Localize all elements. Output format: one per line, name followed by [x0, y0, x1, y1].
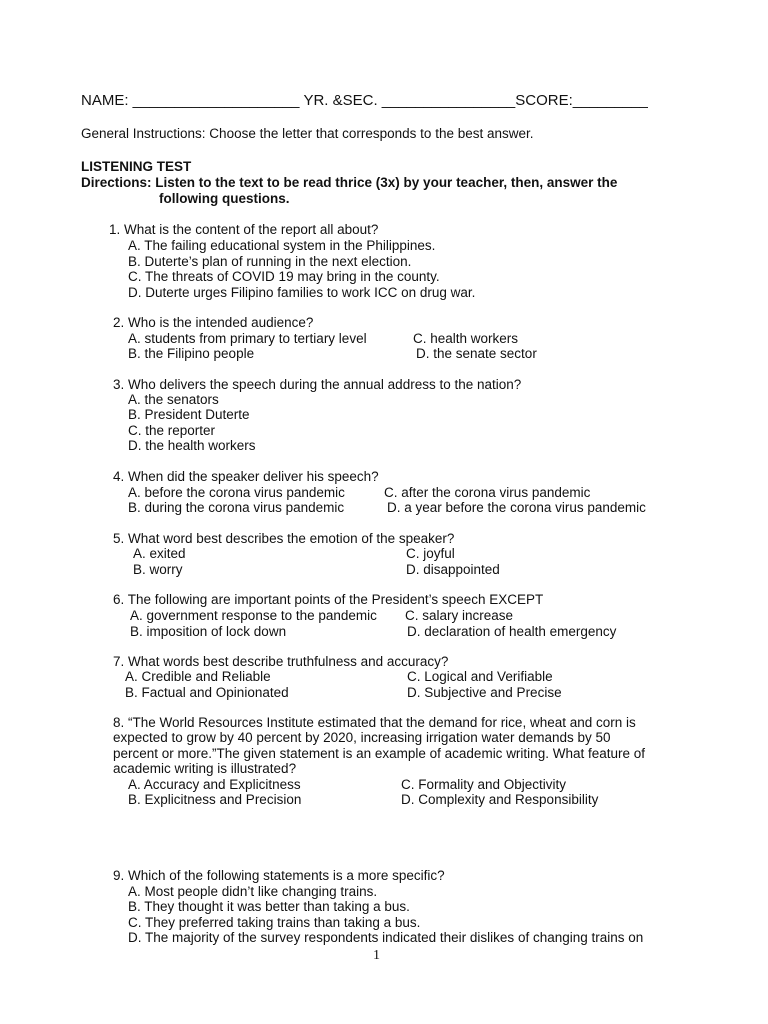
question-6-stem: 6. The following are important points of the President’s speech EXCEPT	[113, 592, 544, 607]
question-6-option-b: B. imposition of lock down	[130, 624, 287, 639]
question-7-option-b: B. Factual and Opinionated	[125, 685, 289, 700]
question-7-option-c: C. Logical and Verifiable	[407, 669, 553, 684]
header-line	[81, 93, 648, 109]
question-3-option-b: B. President Duterte	[128, 407, 250, 422]
question-8-stem-line-1: 8. “The World Resources Institute estimated that the demand for rice, wheat and corn is	[113, 715, 636, 730]
section-title: LISTENING TEST	[81, 159, 192, 174]
question-3-option-d: D. the health workers	[128, 438, 256, 453]
question-3-option-c: C. the reporter	[128, 423, 216, 438]
question-4-option-c: C. after the corona virus pandemic	[384, 485, 591, 500]
question-8-stem-line-4: academic writing is illustrated?	[113, 761, 297, 776]
question-4-option-b: B. during the corona virus pandemic	[128, 500, 345, 515]
question-4-option-d: D. a year before the corona virus pandemic	[387, 500, 646, 515]
question-5-option-a: A. exited	[133, 546, 186, 561]
question-9-option-c: C. They preferred taking trains than taking a bus.	[128, 915, 421, 930]
question-2-option-d: D. the senate sector	[416, 346, 537, 361]
question-2-option-a: A. students from primary to tertiary level	[128, 331, 367, 346]
question-3-option-a: A. the senators	[128, 392, 219, 407]
page-number: 1	[373, 948, 380, 963]
question-8-stem-line-3: percent or more.”The given statement is an example of academic writing. What feature of	[113, 746, 645, 761]
directions-line-2: following questions.	[159, 191, 290, 206]
question-8-stem-line-2: expected to grow by 40 percent by 2020, increasing irrigation water demands by 50	[113, 730, 611, 745]
question-8-option-c: C. Formality and Objectivity	[401, 777, 567, 792]
question-8-option-a: A. Accuracy and Explicitness	[128, 777, 301, 792]
question-6-option-d: D. declaration of health emergency	[407, 624, 617, 639]
general-instructions: General Instructions: Choose the letter that corresponds to the best answer.	[81, 126, 534, 141]
question-1-option-d: D. Duterte urges Filipino families to work ICC on drug war.	[128, 285, 476, 300]
question-7-stem: 7. What words best describe truthfulness and accuracy?	[113, 654, 449, 669]
question-1-stem: 1. What is the content of the report all about?	[109, 222, 379, 237]
question-9-option-a: A. Most people didn’t like changing trains.	[128, 884, 378, 899]
question-6-option-c: C. salary increase	[405, 608, 514, 623]
directions-line-1: Directions: Listen to the text to be read thrice (3x) by your teacher, then, answer the	[81, 175, 618, 190]
yr-sec-field-label: YR. &SEC. ________________	[303, 92, 516, 109]
score-field-label: SCORE:_________	[515, 92, 648, 109]
question-2-option-c: C. health workers	[413, 331, 519, 346]
question-5-option-c: C. joyful	[406, 546, 455, 561]
question-5-option-d: D. disappointed	[406, 562, 500, 577]
question-6-option-a: A. government response to the pandemic	[130, 608, 377, 623]
question-8-option-b: B. Explicitness and Precision	[128, 792, 302, 807]
question-9-option-b: B. They thought it was better than taking a bus.	[128, 899, 410, 914]
question-1-option-a: A. The failing educational system in the Philippines.	[128, 238, 436, 253]
name-field-label: NAME: ____________________	[81, 92, 300, 109]
question-4-option-a: A. before the corona virus pandemic	[128, 485, 345, 500]
question-7-option-d: D. Subjective and Precise	[407, 685, 562, 700]
question-7-option-a: A. Credible and Reliable	[125, 669, 271, 684]
question-3-stem: 3. Who delivers the speech during the annual address to the nation?	[113, 377, 522, 392]
question-5-stem: 5. What word best describes the emotion of the speaker?	[113, 531, 455, 546]
question-2-option-b: B. the Filipino people	[128, 346, 255, 361]
question-4-stem: 4. When did the speaker deliver his speech?	[113, 469, 379, 484]
question-5-option-b: B. worry	[133, 562, 183, 577]
question-9-stem: 9. Which of the following statements is a more specific?	[113, 868, 445, 883]
question-2-stem: 2. Who is the intended audience?	[113, 315, 314, 330]
question-1-option-b: B. Duterte’s plan of running in the next election.	[128, 254, 412, 269]
question-8-option-d: D. Complexity and Responsibility	[401, 792, 599, 807]
question-1-option-c: C. The threats of COVID 19 may bring in the county.	[128, 269, 440, 284]
question-9-option-d: D. The majority of the survey respondents indicated their dislikes of changing trains on	[128, 930, 644, 945]
